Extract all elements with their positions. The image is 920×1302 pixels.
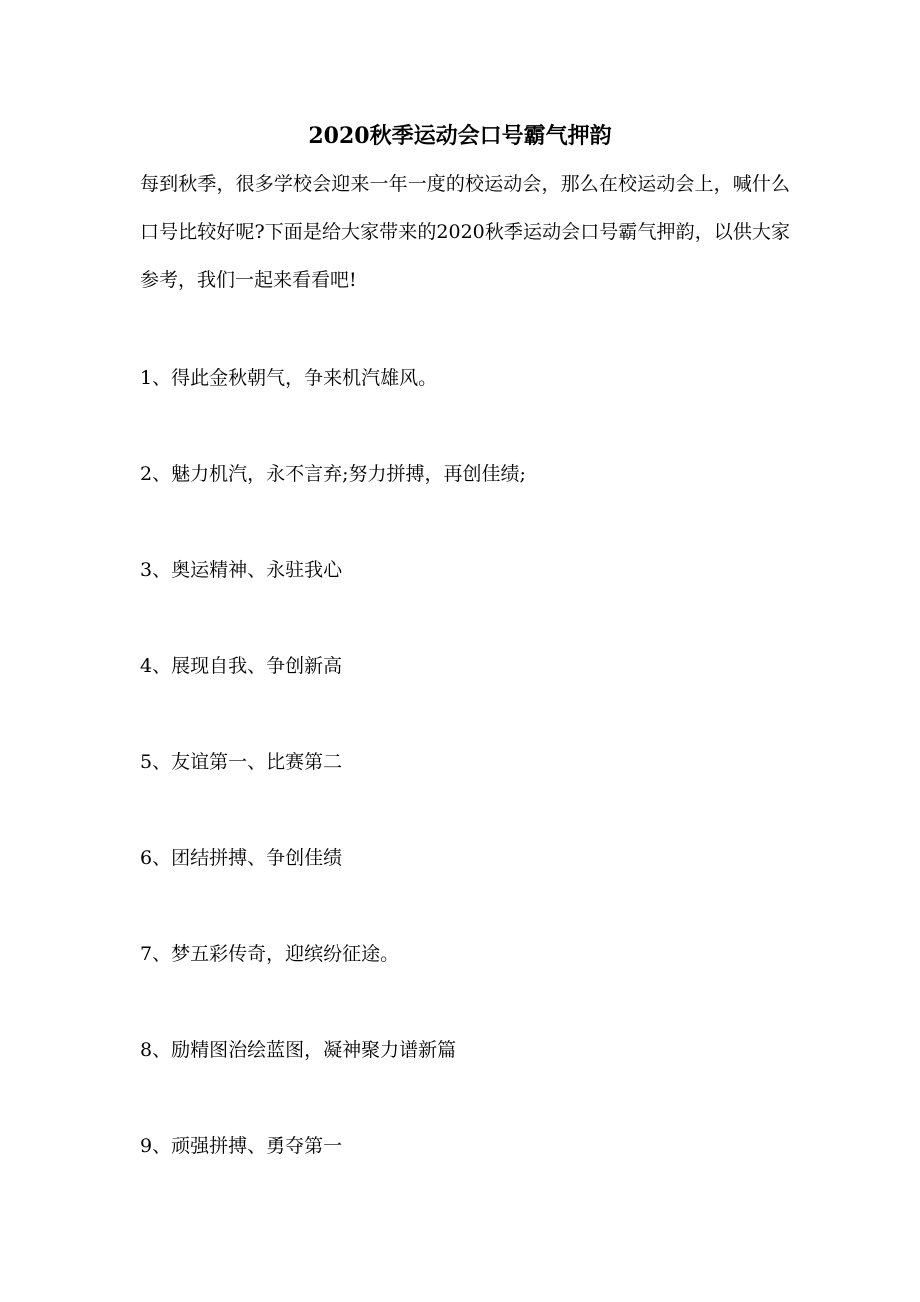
- intro-paragraph: 每到秋季，很多学校会迎来一年一度的校运动会，那么在校运动会上，喊什么口号比较好呢?下面是给大家带来的2020秋季运动会口号霸气押韵，以供大家参考，我们一起来看看吧!: [140, 173, 790, 291]
- slogan-item: 8、励精图治绘蓝图，凝神聚力谱新篇: [140, 1039, 457, 1061]
- slogan-list: [140, 354, 790, 1218]
- slogan-item: 2、魅力机汽，永不言弃;努力拼搏，再创佳绩;: [140, 463, 526, 485]
- slogan-item: 5、友谊第一、比赛第二: [140, 751, 343, 773]
- slogan-item: 1、得此金秋朝气，争来机汽雄风。: [140, 367, 438, 389]
- slogan-item: 4、展现自我、争创新高: [140, 655, 343, 677]
- slogan-item: 9、顽强拼搏、勇夺第一: [140, 1135, 343, 1157]
- slogan-item: 7、梦五彩传奇，迎缤纷征途。: [140, 943, 400, 965]
- slogan-item: 3、奥运精神、永驻我心: [140, 559, 343, 581]
- slogan-item: 6、团结拼搏、争创佳绩: [140, 847, 343, 869]
- document-title: 2020秋季运动会口号霸气押韵: [308, 123, 612, 149]
